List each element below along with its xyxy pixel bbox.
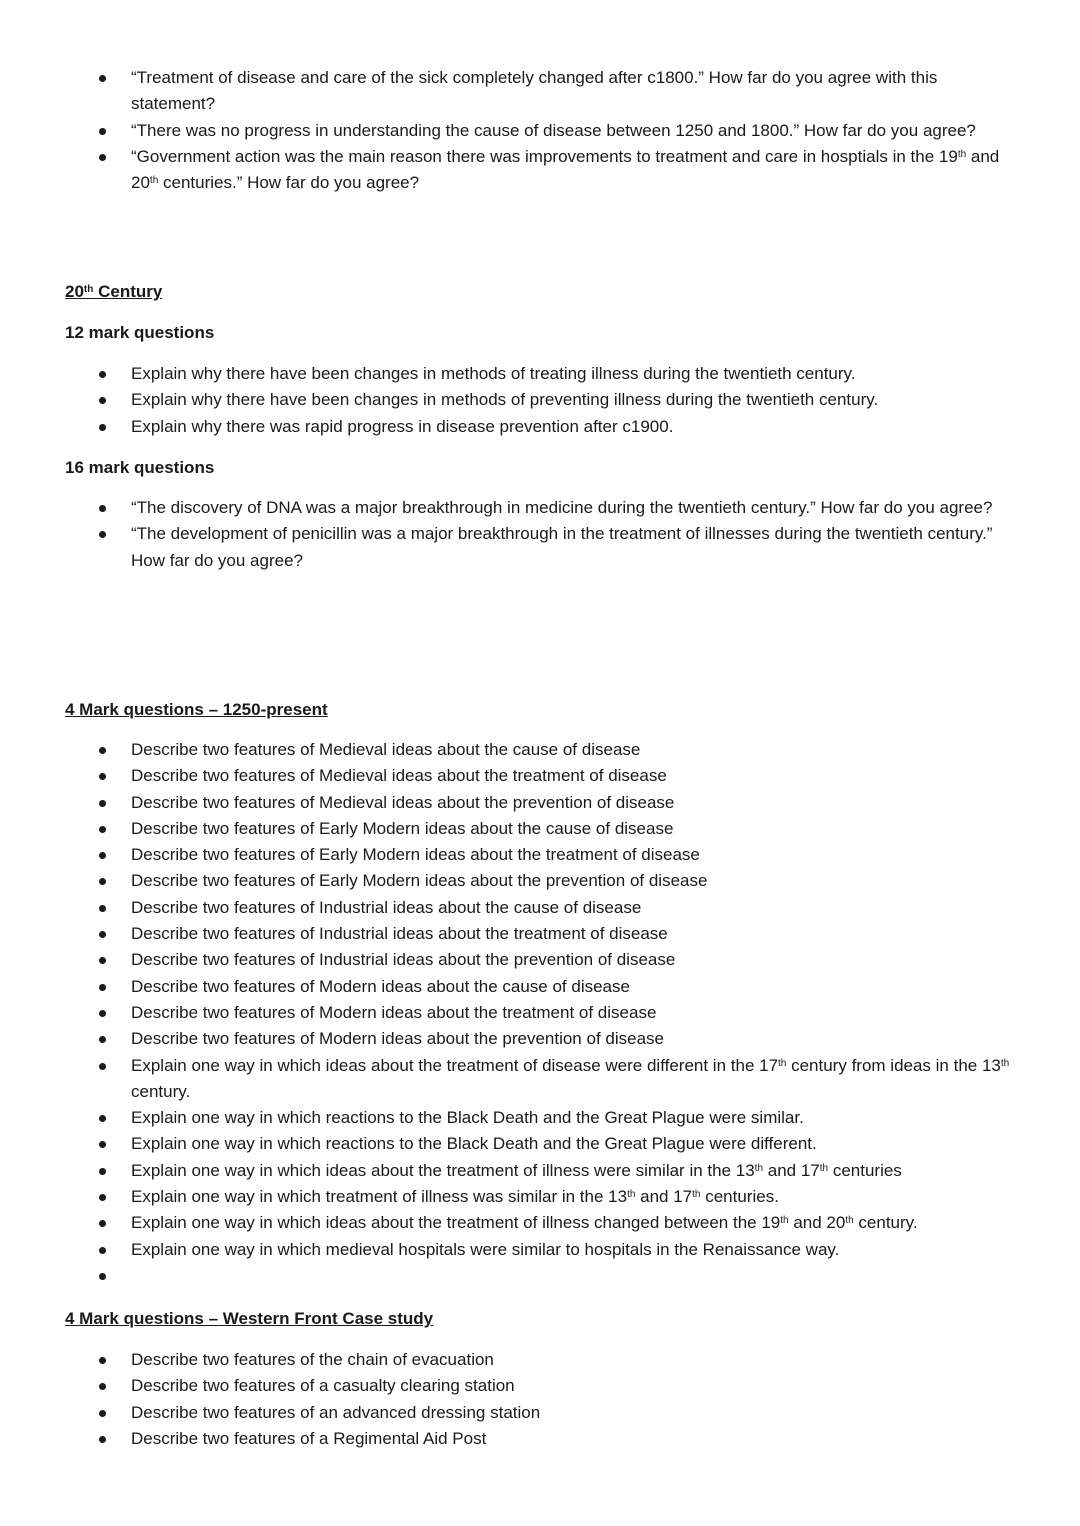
question-text: and 20 bbox=[131, 146, 1000, 193]
list-item: Explain one way in which ideas about the treatment of illness changed between the 19th and 20th century. bbox=[0, 1210, 1080, 1236]
list-item: Describe two features of Medieval ideas about the cause of disease bbox=[0, 737, 1080, 763]
list-item: Explain why there have been changes in methods of treating illness during the twentieth century. bbox=[0, 361, 1080, 387]
subheading-16-mark: 16 mark questions bbox=[65, 458, 215, 477]
top-question-list-block bbox=[0, 65, 1080, 196]
top-question-list bbox=[0, 65, 1080, 196]
list-item: Explain one way in which medieval hospitals were similar to hospitals in the Renaissance way. bbox=[0, 1237, 1080, 1263]
list-item: Describe two features of Early Modern ideas about the cause of disease bbox=[0, 816, 1080, 842]
sixteen-mark-list bbox=[0, 495, 1080, 574]
list-item: Explain why there have been changes in methods of preventing illness during the twentieth century. bbox=[0, 387, 1080, 413]
section-heading-4-mark-1250: 4 Mark questions – 1250-present bbox=[65, 700, 328, 719]
superscript: th bbox=[149, 175, 159, 187]
list-item bbox=[0, 65, 1080, 118]
list-item: Describe two features of a casualty clearing station bbox=[0, 1373, 1080, 1399]
superscript: th bbox=[957, 148, 967, 160]
list-item: Describe two features of Medieval ideas about the treatment of disease bbox=[0, 763, 1080, 789]
list-item: Explain one way in which treatment of illness was similar in the 13th and 17th centuries. bbox=[0, 1184, 1080, 1210]
four-mark-list-block bbox=[0, 737, 1080, 1289]
list-item: Describe two features of Early Modern ideas about the prevention of disease bbox=[0, 868, 1080, 894]
section-heading-20th-century: 20th Century bbox=[65, 282, 163, 301]
list-item bbox=[0, 144, 1080, 197]
list-item: Describe two features of Industrial ideas about the treatment of disease bbox=[0, 921, 1080, 947]
question-text: centuries.” How far do you agree? bbox=[158, 173, 420, 193]
sixteen-mark-list-block bbox=[0, 495, 1080, 574]
list-item: Explain one way in which reactions to the Black Death and the Great Plague were different. bbox=[0, 1131, 1080, 1157]
twelve-mark-list-block bbox=[0, 361, 1080, 440]
list-item: Describe two features of Industrial ideas about the prevention of disease bbox=[0, 947, 1080, 973]
four-mark-list bbox=[0, 737, 1080, 1289]
list-item: Describe two features of Early Modern ideas about the treatment of disease bbox=[0, 842, 1080, 868]
list-item: Describe two features of Medieval ideas about the prevention of disease bbox=[0, 790, 1080, 816]
western-front-list-block bbox=[0, 1347, 1080, 1452]
list-item-empty bbox=[0, 1263, 1080, 1289]
question-text: “There was no progress in understanding the cause of disease between 1250 and 1800.” How far do you agree? bbox=[131, 120, 976, 140]
section-heading-western-front: 4 Mark questions – Western Front Case study bbox=[65, 1309, 434, 1328]
list-item bbox=[0, 118, 1080, 144]
western-front-list bbox=[0, 1347, 1080, 1452]
list-item: Explain one way in which ideas about the treatment of illness were similar in the 13th and 17th centuries bbox=[0, 1158, 1080, 1184]
list-item: Describe two features of Industrial ideas about the cause of disease bbox=[0, 895, 1080, 921]
list-item: Explain why there was rapid progress in disease prevention after c1900. bbox=[0, 414, 1080, 440]
list-item: Describe two features of a Regimental Aid Post bbox=[0, 1426, 1080, 1452]
list-item: Describe two features of Modern ideas about the treatment of disease bbox=[0, 1000, 1080, 1026]
question-text: “Government action was the main reason there was improvements to treatment and care in hosptials in the 19 bbox=[131, 146, 958, 166]
list-item: Describe two features of an advanced dressing station bbox=[0, 1400, 1080, 1426]
list-item: “The development of penicillin was a major breakthrough in the treatment of illnesses during the twentieth century.” How far do you agree? bbox=[0, 521, 1080, 574]
list-item: Explain one way in which reactions to the Black Death and the Great Plague were similar. bbox=[0, 1105, 1080, 1131]
subheading-12-mark: 12 mark questions bbox=[65, 323, 215, 342]
list-item: “The discovery of DNA was a major breakthrough in medicine during the twentieth century.” How far do you agree? bbox=[0, 495, 1080, 521]
list-item: Describe two features of the chain of evacuation bbox=[0, 1347, 1080, 1373]
question-text: “Treatment of disease and care of the sick completely changed after c1800.” How far do you agree with this statement? bbox=[131, 68, 938, 114]
list-item: Describe two features of Modern ideas about the prevention of disease bbox=[0, 1026, 1080, 1052]
twelve-mark-list bbox=[0, 361, 1080, 440]
list-item: Describe two features of Modern ideas about the cause of disease bbox=[0, 974, 1080, 1000]
list-item: Explain one way in which ideas about the treatment of disease were different in the 17th century from ideas in the 13th century. bbox=[0, 1053, 1080, 1106]
